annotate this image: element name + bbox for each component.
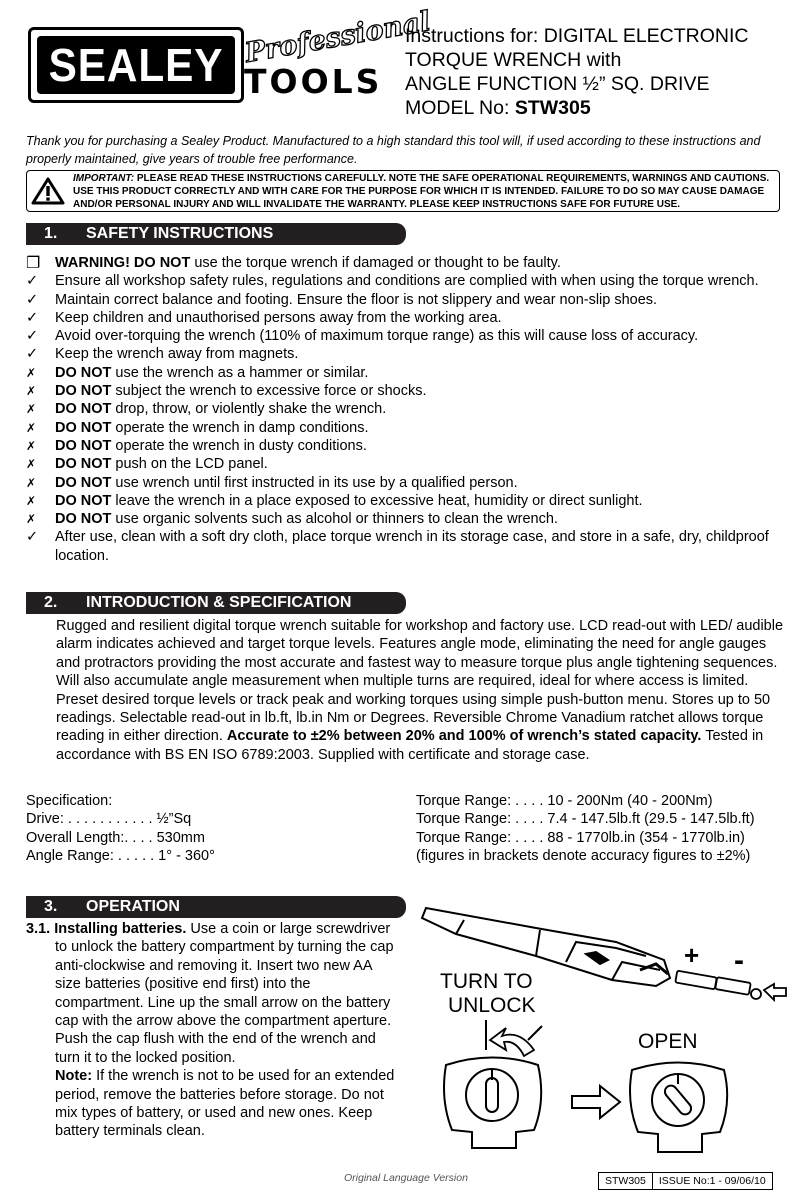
tick-icon: ✓ <box>26 346 39 363</box>
title-line-2: TORQUE WRENCH with <box>405 49 622 71</box>
section-label: INTRODUCTION & SPECIFICATION <box>86 594 352 611</box>
step-text <box>26 920 396 1067</box>
section-number: 2. <box>44 594 58 611</box>
safety-item-text: push on the LCD panel. <box>111 456 268 473</box>
professional-tools-logo <box>240 5 433 102</box>
next-step-arrow-icon <box>572 1086 620 1118</box>
cross-icon: ✗ <box>26 420 37 435</box>
product-code: STW305 <box>605 1175 646 1187</box>
warning-triangle-icon <box>31 177 65 205</box>
safety-item-emphasis: WARNING! DO NOT <box>55 255 191 271</box>
operation-step-3-1 <box>26 920 396 1141</box>
tick-icon: ✓ <box>26 529 39 546</box>
section-heading-operation <box>26 896 406 918</box>
tick-icon: ✓ <box>26 328 39 345</box>
rotate-arrow-icon <box>490 1028 534 1056</box>
safety-item <box>26 327 796 345</box>
spec-accuracy-note: (figures in brackets denote accuracy figures to ±2%) <box>416 848 751 865</box>
model-prefix: MODEL No: <box>405 97 515 119</box>
spec-angle: Angle Range: . . . . . 1° - 360° <box>26 848 215 865</box>
spec-torque-lbft: Torque Range: . . . . 7.4 - 147.5lb.ft (29.5 - 147.5lb.ft) <box>416 811 755 828</box>
safety-item-text: use the torque wrench if damaged or thought to be faulty. <box>190 255 561 271</box>
section-label: OPERATION <box>86 898 180 915</box>
safety-item-text: Maintain correct balance and footing. Ensure the floor is not slippery and wear non-slip shoes. <box>55 291 658 308</box>
section-heading-safety <box>26 223 406 245</box>
spec-torque-nm: Torque Range: . . . . 10 - 200Nm (40 - 200Nm) <box>416 793 713 809</box>
section-number: 1. <box>44 225 58 242</box>
battery-cap-open <box>630 1063 727 1153</box>
step-body: Use a coin or large screwdriver to unlock the battery compartment by turning the cap anti-clockwise and removing it. Insert two new AA size batteries (positive end first) into the compartment. Line up the small arrow on the battery cap with the arrow above the compartment aperture. Push the cap flush with the end of the wrench and turn it to the locked position. <box>55 921 394 1066</box>
open-label: OPEN <box>638 1030 698 1053</box>
cross-icon: ✗ <box>26 475 37 490</box>
safety-item <box>26 291 796 309</box>
issue-number: ISSUE No:1 - 09/06/10 <box>652 1173 772 1189</box>
thank-you-text: Thank you for purchasing a Sealey Product. Manufactured to a high standard this tool will, if used according to these instructions and properly maintained, give years of trouble free performance. <box>26 134 761 166</box>
title-line-3: ANGLE FUNCTION ½” SQ. DRIVE <box>405 73 710 95</box>
safety-item-text: Keep the wrench away from magnets. <box>55 346 299 363</box>
note-label: Note: <box>55 1068 93 1085</box>
battery-drawing <box>675 971 761 999</box>
safety-item-text: leave the wrench in a place exposed to excessive heat, humidity or direct sunlight. <box>111 492 643 509</box>
safety-item-text: Avoid over-torquing the wrench (110% of maximum torque range) as this will cause loss of accuracy. <box>55 328 699 345</box>
pointer-line-2 <box>528 1026 542 1040</box>
step-note <box>26 1067 396 1141</box>
safety-item <box>26 474 796 492</box>
section-heading-introduction <box>26 592 406 614</box>
intro-text-end: Tested in accordance with BS EN ISO 6789:2003. Supplied with certificate and storage case. <box>56 728 764 763</box>
safety-item-emphasis: DO NOT <box>55 511 112 528</box>
safety-item <box>26 272 796 290</box>
safety-item-emphasis: DO NOT <box>55 456 112 473</box>
tick-icon: ✓ <box>26 309 39 326</box>
battery-installation-illustration <box>416 890 796 1160</box>
original-language-note: Original Language Version <box>344 1172 468 1184</box>
safety-item-emphasis: DO NOT <box>55 474 112 491</box>
safety-item <box>26 400 796 418</box>
safety-item <box>26 382 796 400</box>
spec-drive: Drive: . . . . . . . . . . . ½”Sq <box>26 811 192 828</box>
professional-script: Professional <box>242 5 433 70</box>
safety-item-emphasis: DO NOT <box>55 492 112 509</box>
safety-item-emphasis: DO NOT <box>55 383 112 400</box>
issue-box <box>598 1172 773 1190</box>
safety-item <box>26 492 796 510</box>
minus-sign: - <box>734 944 744 977</box>
safety-item <box>26 419 796 437</box>
spec-heading: Specification: <box>26 793 113 809</box>
cross-icon: ✗ <box>26 438 37 453</box>
safety-item <box>26 455 796 473</box>
note-text: If the wrench is not to be used for an extended period, remove the batteries before storage. Do not mix types of battery, or used and new ones. Keep battery terminals clean. <box>55 1068 395 1140</box>
safety-item-text: Ensure all workshop safety rules, regulations and conditions are complied with when using the torque wrench. <box>55 273 759 290</box>
important-text <box>73 172 775 211</box>
safety-item-text: operate the wrench in damp conditions. <box>111 419 369 436</box>
model-line <box>405 96 795 120</box>
safety-item <box>26 528 796 565</box>
cross-icon: ✗ <box>26 512 37 527</box>
cross-icon: ✗ <box>26 402 37 417</box>
unlock-label: UNLOCK <box>448 994 536 1017</box>
turn-to-label: TURN TO <box>440 970 533 993</box>
safety-item <box>26 254 796 272</box>
section-label: SAFETY INSTRUCTIONS <box>86 225 274 242</box>
safety-item-text: use organic solvents such as alcohol or thinners to clean the wrench. <box>111 511 558 528</box>
important-notice <box>26 170 780 212</box>
safety-item-text: operate the wrench in dusty conditions. <box>111 437 367 454</box>
intro-text: Rugged and resilient digital torque wrench suitable for workshop and factory use. LCD read-out with LED/ audible alarm indicates achieved and target torque levels. Features angle mode, eliminating the need for angle gauges and protractors providing the most accurate and fastest way to measure torque plus angle tightening sequences. Will also accumulate angle measurement when multiple turns are required, ideal for where access is limited. Preset desired torque levels or track peak and working torques using simple push-button menu. Stores up to 50 readings. Selectable read-out in lb.ft, lb.in Nm or Degrees. Reversible Chrome Vanadium ratchet allows torque reading in either direction. <box>56 618 784 745</box>
safety-list <box>26 254 796 565</box>
section-number: 3. <box>44 898 58 915</box>
model-number: STW305 <box>514 97 591 119</box>
battery-cap-locked <box>444 1058 541 1149</box>
safety-item-emphasis: DO NOT <box>55 419 112 436</box>
tools-text: TOOLS <box>244 62 383 101</box>
safety-item-text: After use, clean with a soft dry cloth, place torque wrench in its storage case, and store in a safe, dry, childproof location. <box>55 529 769 564</box>
intro-accuracy: Accurate to ±2% between 20% and 100% of wrench’s stated capacity. <box>226 728 702 745</box>
safety-item <box>26 309 796 327</box>
tick-icon: ✓ <box>26 291 39 308</box>
spec-torque-lbin: Torque Range: . . . . 88 - 1770lb.in (354 - 1770lb.in) <box>416 829 745 846</box>
checkbox-icon: ❐ <box>26 253 41 272</box>
important-lead: IMPORTANT: <box>73 173 135 184</box>
insert-arrow-icon <box>764 984 786 1000</box>
title-line-1: Instructions for: DIGITAL ELECTRONIC <box>405 25 749 47</box>
safety-item-emphasis: DO NOT <box>55 437 112 454</box>
safety-item-text: drop, throw, or violently shake the wrench. <box>111 401 387 418</box>
safety-item <box>26 510 796 528</box>
safety-item <box>26 345 796 363</box>
document-title <box>405 24 795 120</box>
sealey-logo <box>28 27 244 103</box>
logo-text: SEALEY <box>48 39 224 91</box>
introduction-paragraph <box>56 617 788 764</box>
safety-item-text: Keep children and unauthorised persons away from the working area. <box>55 309 502 326</box>
step-title: Installing batteries. <box>54 921 187 937</box>
safety-item-emphasis: DO NOT <box>55 364 112 381</box>
cross-icon: ✗ <box>26 457 37 472</box>
cross-icon: ✗ <box>26 365 37 380</box>
plus-sign: + <box>684 940 700 970</box>
cross-icon: ✗ <box>26 384 37 399</box>
safety-item <box>26 437 796 455</box>
step-number: 3.1. <box>26 921 51 937</box>
specification-right <box>416 792 796 866</box>
safety-item-text: subject the wrench to excessive force or shocks. <box>111 383 427 400</box>
safety-item <box>26 364 796 382</box>
cross-icon: ✗ <box>26 493 37 508</box>
specification-left <box>26 792 386 866</box>
tick-icon: ✓ <box>26 273 39 290</box>
safety-item-text: use the wrench as a hammer or similar. <box>111 364 369 381</box>
spec-length: Overall Length:. . . . 530mm <box>26 829 205 846</box>
safety-item-text: use wrench until first instructed in its use by a qualified person. <box>111 474 518 491</box>
safety-item-emphasis: DO NOT <box>55 401 112 418</box>
important-body: PLEASE READ THESE INSTRUCTIONS CAREFULLY. NOTE THE SAFE OPERATIONAL REQUIREMENTS, WARNINGS AND CAUTIONS. USE THIS PRODUCT CORRECTLY AND WITH CARE FOR THE PURPOSE FOR WHICH IT IS INTENDED. FAILURE TO DO SO MAY CAUSE DAMAGE AND/OR PERSONAL INJURY AND WILL INVALIDATE THE WARRANTY. PLEASE KEEP INSTRUCTIONS SAFE FOR FUTURE USE. <box>73 173 770 210</box>
